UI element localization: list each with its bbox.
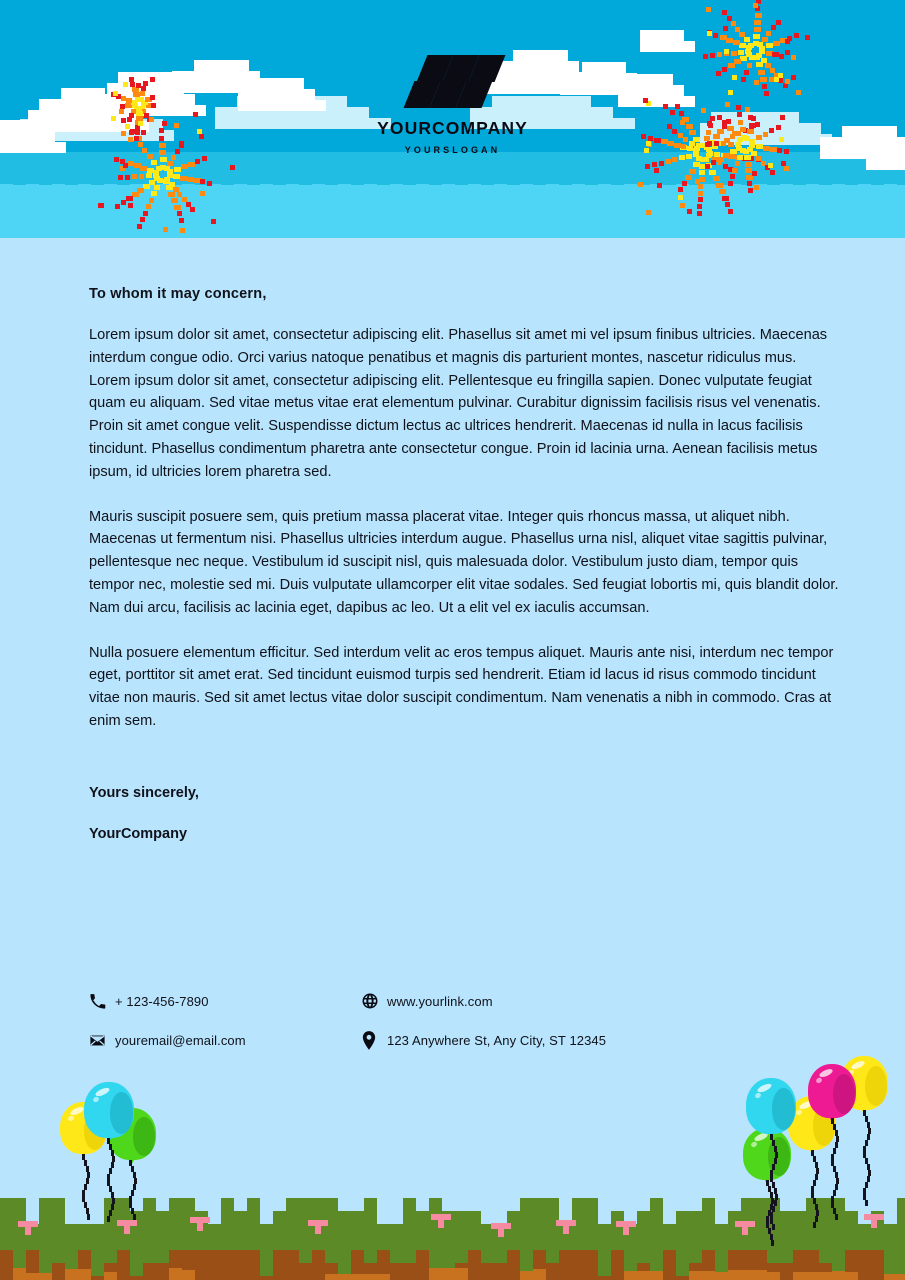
brand-block xyxy=(0,55,905,155)
grass-blade xyxy=(52,1198,65,1224)
contact-row-1 xyxy=(89,992,789,1010)
grass-blade xyxy=(533,1198,546,1224)
grass-blade xyxy=(637,1211,650,1224)
grass-blade xyxy=(338,1211,351,1224)
grass-blade xyxy=(585,1198,598,1224)
grass-tuft xyxy=(403,1250,416,1263)
company-slogan: YOURSLOGAN xyxy=(404,144,501,155)
grass-tuft xyxy=(455,1250,468,1263)
soil-patch xyxy=(533,1269,546,1280)
grass-blade xyxy=(221,1198,234,1224)
soil-patch xyxy=(884,1274,905,1280)
grass-tuft xyxy=(897,1250,905,1276)
grass-tuft xyxy=(598,1250,611,1276)
paragraph-2: Mauris suscipit posuere sem, quis pretium massa placerat vitae. Integer quis rhoncus massa, ut aliquet nibh. Maecenas ut fermentum nisi. Phasellus ultricies interdum augue. Phasellus urna nisl, aliquet vitae sagittis pulvinar, pellentesque nec neque. Vestibulum id suscipit nisl, quis malesuada dolor. Vestibulum justo diam, tempor quis tempor nec, molestie sed mi. Duis vulputate ullamcorper elit vitae sodales. Sed feugiat lobortis mi, quis blandit dolor. Nam dui arcu, facilisis ac lacinia eget, dapibus ac leo. Ut a elit vel ex iaculis accumsan. xyxy=(89,508,839,616)
soil-patch xyxy=(182,1270,195,1280)
grass-tuft xyxy=(637,1250,650,1263)
globe-icon xyxy=(361,992,387,1010)
soil-patch xyxy=(104,1272,117,1280)
soil-patch xyxy=(13,1268,26,1280)
balloon-cyan xyxy=(84,1082,134,1138)
grass-tuft xyxy=(52,1250,65,1263)
grass-blade xyxy=(455,1211,468,1224)
grass-blade xyxy=(234,1211,247,1224)
soil-patch xyxy=(429,1268,468,1280)
grass-tuft xyxy=(299,1250,312,1263)
soil-patch xyxy=(715,1272,728,1280)
grass-blade xyxy=(403,1198,416,1224)
contact-address[interactable] xyxy=(361,1031,606,1050)
grass-blade xyxy=(676,1211,689,1224)
salutation: To whom it may concern, xyxy=(89,286,267,302)
closing-line: Yours sincerely, xyxy=(89,784,199,801)
website-value: www.yourlink.com xyxy=(387,993,493,1009)
grass-tuft xyxy=(325,1250,338,1263)
grass-tuft xyxy=(780,1250,793,1263)
grass-blade xyxy=(364,1198,377,1224)
grass-tuft xyxy=(546,1250,559,1263)
grass-blade xyxy=(702,1198,715,1224)
grass-tuft xyxy=(364,1250,377,1263)
grass-blade xyxy=(845,1211,858,1224)
phone-value: + 123-456-7890 xyxy=(115,993,209,1009)
contact-row-2 xyxy=(89,1031,789,1050)
grass-blade xyxy=(273,1211,286,1224)
grass-blade xyxy=(169,1198,182,1224)
soil-patch xyxy=(325,1274,364,1280)
soil-patch xyxy=(689,1271,715,1280)
paragraph-3: Nulla posuere elementum efficitur. Sed interdum velit ac eros tempus aliquet. Mauris ante nisi, interdum nec tempor eget, porttitor sit amet erat. Sed tincidunt euismod turpis sed hendrerit. Etiam id lacus id risus commodo tincidunt vitae non mauris. Sed sit amet lectus vitae dolor suscipit condimentum. Nam venenatis a nibh in commodo. Cras at enim sem. xyxy=(89,644,834,729)
grass-blade xyxy=(780,1211,793,1224)
grass-blade xyxy=(143,1198,156,1224)
location-pin-icon xyxy=(361,1031,387,1050)
contact-website[interactable] xyxy=(361,992,493,1010)
grass-tuft xyxy=(767,1250,780,1263)
grass-blade xyxy=(351,1211,364,1224)
grass-tuft xyxy=(884,1250,897,1276)
grass-blade xyxy=(286,1198,299,1224)
grass-tuft xyxy=(338,1250,351,1276)
grass-tuft xyxy=(676,1250,689,1276)
checkered-flag-logo-icon xyxy=(405,55,501,110)
soil-patch xyxy=(741,1272,780,1280)
balloon-green xyxy=(743,1128,791,1180)
letter-body xyxy=(89,286,841,842)
soil-patch xyxy=(832,1271,845,1280)
header-banner xyxy=(0,0,905,238)
grass-tuft xyxy=(143,1250,156,1263)
balloon-magenta xyxy=(808,1064,856,1118)
grass-tuft xyxy=(390,1250,403,1263)
envelope-icon xyxy=(89,1032,115,1049)
grass-blade xyxy=(156,1211,169,1224)
grass-blade xyxy=(468,1211,481,1224)
grass-blade xyxy=(689,1211,702,1224)
footer-scene xyxy=(0,1050,905,1280)
paragraph-1: Lorem ipsum dolor sit amet, consectetur adipiscing elit. Phasellus sit amet mi vel ipsum finibus ultricies. Maecenas interdum congue odio. Orci varius natoque penatibus et magnis dis parturient montes, nascetur ridiculus mus. Lorem ipsum dolor sit amet, consectetur adipiscing elit. Pellentesque eu fringilla sapien. Donec vulputate feugiat quam eu aliquam. Sed vitae metus vitae erat elementum pulvinar. Curabitur dignissim facilisis risus vel venenatis. Proin sit amet congue velit. Suspendisse dictum lectus ac ultrices hendrerit. Maecenas id nulla in lacus facilisis tincidunt. Phasellus condimentum pharetra ante consectetur congue. Proin id lacinia urna. Aenean facilisis metus ipsum, id ultricies lorem pharetra sed. xyxy=(89,327,828,480)
phone-icon xyxy=(89,993,115,1010)
signature-name: YourCompany xyxy=(89,825,188,842)
grass-blade xyxy=(39,1198,52,1224)
grass-blade xyxy=(247,1198,260,1224)
company-name: YOURCOMPANY xyxy=(377,118,528,138)
grass-tuft xyxy=(494,1250,507,1263)
grass-blade xyxy=(416,1211,429,1224)
grass-tuft xyxy=(689,1250,702,1263)
grass-blade xyxy=(650,1198,663,1224)
grass-tuft xyxy=(156,1250,169,1263)
grass-tuft xyxy=(91,1250,104,1276)
soil-patch xyxy=(364,1274,390,1280)
soil-patch xyxy=(26,1273,52,1280)
grass-blade xyxy=(793,1211,806,1224)
grass-tuft xyxy=(819,1250,832,1263)
grass-tuft xyxy=(260,1250,273,1276)
grass-blade xyxy=(897,1198,905,1224)
email-value: youremail@email.com xyxy=(115,1033,246,1048)
soil-patch xyxy=(65,1269,91,1280)
grass-blade xyxy=(0,1198,13,1224)
contact-email[interactable] xyxy=(89,1032,361,1049)
grass-tuft xyxy=(130,1250,143,1276)
grass-tuft xyxy=(481,1250,494,1263)
address-value: 123 Anywhere St, Any City, ST 12345 xyxy=(387,1033,607,1048)
grass-blade xyxy=(520,1198,533,1224)
soil-patch xyxy=(169,1268,182,1280)
contact-phone[interactable] xyxy=(89,993,361,1010)
balloon-cyan xyxy=(746,1078,796,1134)
soil-patch xyxy=(637,1273,650,1280)
grass-tuft xyxy=(104,1250,117,1263)
